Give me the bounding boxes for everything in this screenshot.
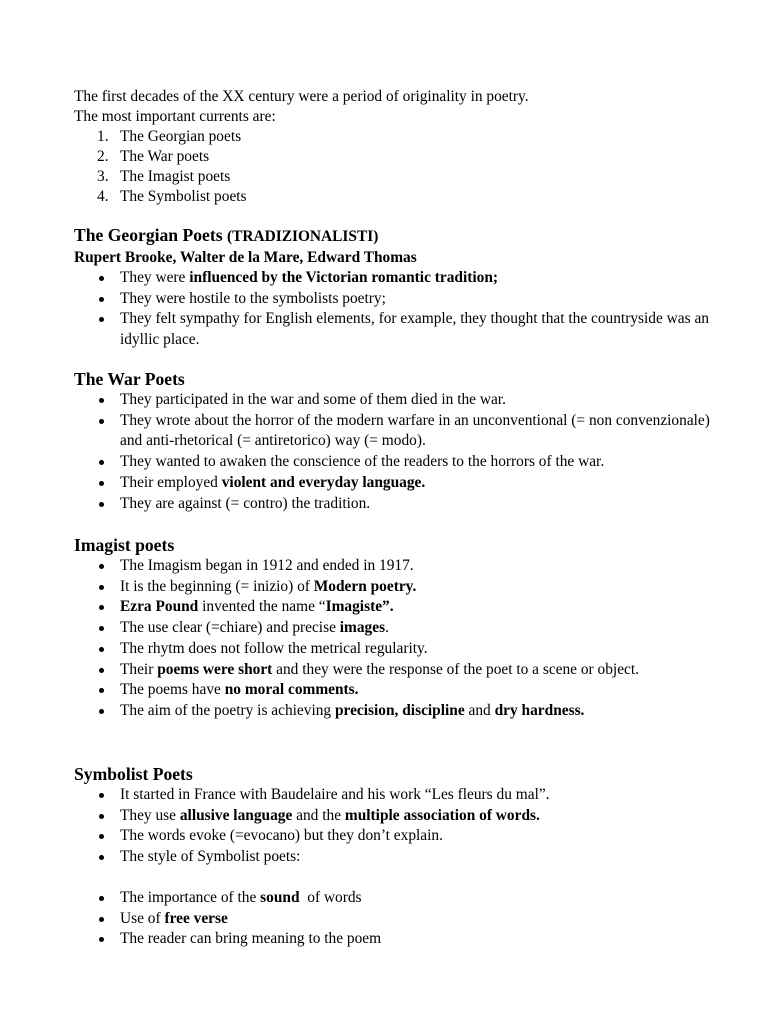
bullet-icon	[99, 709, 104, 714]
bold-text: sound	[260, 888, 300, 906]
text: of words	[299, 888, 362, 906]
list-item	[74, 556, 714, 577]
list-number: 1.	[97, 128, 109, 145]
bullet-list	[74, 556, 714, 722]
text: They were hostile to the symbolists poetry;	[120, 289, 386, 307]
text: The importance of the	[120, 888, 261, 906]
bullet-icon	[99, 564, 104, 569]
list-item-text: The Georgian poets	[120, 128, 242, 145]
list-item	[74, 494, 714, 515]
bullet-icon	[99, 626, 104, 631]
bullet-icon	[99, 855, 104, 860]
intro-line-2: The most important currents are:	[74, 108, 276, 125]
text: They use	[120, 806, 180, 824]
section-symbolist	[74, 763, 714, 950]
text: The use clear (=chiare) and precise	[120, 619, 340, 637]
list-item	[74, 806, 714, 827]
list-item-text: The War poets	[120, 148, 210, 165]
section-georgian	[74, 224, 714, 351]
bullet-icon	[99, 317, 104, 322]
bold-text: Ezra Pound	[120, 598, 199, 616]
text: They wanted to awaken the conscience of the readers to the horrors of the war.	[120, 453, 605, 471]
bold-text: precision, discipline	[334, 701, 465, 719]
list-item	[74, 909, 714, 930]
list-item	[74, 473, 714, 494]
bold-text: Imagiste”.	[325, 598, 394, 616]
list-item	[74, 147, 529, 167]
text: They participated in the war and some of them died in the war.	[120, 391, 506, 408]
text: They are against (= contro) the tradition.	[120, 494, 371, 512]
list-item	[74, 597, 714, 618]
section-war	[74, 368, 714, 514]
bullet-icon	[99, 297, 104, 302]
bullet-icon	[99, 502, 104, 507]
text: and the	[292, 806, 345, 824]
heading-subtitle: (TRADIZIONALISTI)	[226, 228, 379, 245]
bullet-icon	[99, 460, 104, 465]
text: They felt sympathy for English elements, for example, they thought that the countryside was an idyllic place.	[120, 310, 709, 349]
bold-text: multiple association of words.	[344, 806, 540, 824]
text: and they were the response of the poet to a scene or object.	[272, 660, 639, 678]
section-heading: Symbolist Poets	[74, 764, 193, 784]
list-item	[74, 187, 529, 207]
bullet-list	[74, 268, 714, 351]
list-item-text: The Symbolist poets	[120, 188, 247, 205]
bullet-icon	[99, 896, 104, 901]
section-heading: The War Poets	[74, 369, 185, 389]
bullet-icon	[99, 793, 104, 798]
list-item	[74, 701, 714, 722]
list-item	[74, 309, 714, 350]
bullet-icon	[99, 834, 104, 839]
text: The style of Symbolist poets:	[120, 848, 301, 866]
text: The reader can bring meaning to the poem	[120, 930, 382, 948]
list-number: 3.	[97, 168, 109, 185]
currents-list	[74, 127, 529, 207]
bold-text: Modern poetry.	[313, 577, 417, 595]
list-item	[74, 660, 714, 681]
bullet-icon	[99, 398, 104, 403]
bullet-icon	[99, 937, 104, 942]
bold-text: violent and everyday language.	[221, 473, 426, 491]
text: The poems have	[120, 681, 225, 699]
list-item	[74, 680, 714, 701]
list-item	[74, 785, 714, 806]
bold-text: no moral comments.	[224, 681, 359, 699]
heading-text: The Georgian Poets	[74, 225, 223, 245]
bullet-icon	[99, 647, 104, 652]
text: Their employed	[120, 473, 222, 491]
list-number: 2.	[97, 148, 109, 165]
bullet-icon	[99, 605, 104, 610]
bullet-list	[74, 785, 714, 950]
text: .	[385, 619, 389, 637]
list-item	[74, 639, 714, 660]
text: It started in France with Baudelaire and his work “Les fleurs du mal”.	[120, 786, 550, 803]
bullet-icon	[99, 481, 104, 486]
bullet-icon	[99, 668, 104, 673]
text: They were	[120, 269, 190, 286]
text: Use of	[120, 909, 165, 927]
text: and	[464, 701, 495, 719]
text: The rhytm does not follow the metrical regularity.	[120, 639, 428, 657]
authors-line: Rupert Brooke, Walter de la Mare, Edward Thomas	[74, 249, 417, 266]
bold-text: free verse	[164, 909, 228, 927]
text: The Imagism began in 1912 and ended in 1917.	[120, 557, 414, 574]
bullet-list	[74, 390, 714, 514]
list-item	[74, 390, 714, 411]
bullet-icon	[99, 688, 104, 693]
bullet-icon	[99, 917, 104, 922]
section-heading: Imagist poets	[74, 535, 175, 555]
bullet-icon	[99, 419, 104, 424]
list-item	[74, 411, 714, 452]
text: It is the beginning (= inizio) of	[120, 577, 314, 595]
bold-text: poems were short	[157, 660, 273, 678]
bullet-icon	[99, 585, 104, 590]
text: Their	[120, 660, 158, 678]
section-imagist	[74, 534, 714, 722]
text: They wrote about the horror of the modern warfare in an unconventional (= non convenzionale) and anti-rhetorical (= antiretorico) way (= modo).	[120, 411, 710, 450]
bold-text: influenced by the Victorian romantic tradition;	[189, 269, 499, 286]
list-item	[74, 929, 714, 950]
bold-text: allusive language	[179, 806, 293, 824]
list-item	[74, 826, 714, 847]
text: The aim of the poetry is achieving	[120, 701, 335, 719]
intro	[74, 87, 529, 207]
list-item	[74, 888, 714, 909]
bold-text: images	[339, 619, 386, 637]
list-item-text: The Imagist poets	[120, 168, 231, 185]
list-item	[74, 289, 714, 310]
list-number: 4.	[97, 188, 109, 205]
list-item	[74, 577, 714, 598]
intro-line-1: The first decades of the XX century were a period of originality in poetry.	[74, 88, 529, 105]
section-heading	[74, 224, 714, 248]
text: The words evoke (=evocano) but they don’t explain.	[120, 827, 443, 845]
list-item	[74, 847, 714, 868]
list-item	[74, 127, 529, 147]
bullet-icon	[99, 276, 104, 281]
bullet-icon	[99, 814, 104, 819]
list-item	[74, 167, 529, 187]
list-item	[74, 452, 714, 473]
text: invented the name “	[198, 598, 326, 616]
bold-text: dry hardness.	[494, 701, 585, 719]
list-item	[74, 618, 714, 639]
list-item	[74, 268, 714, 289]
